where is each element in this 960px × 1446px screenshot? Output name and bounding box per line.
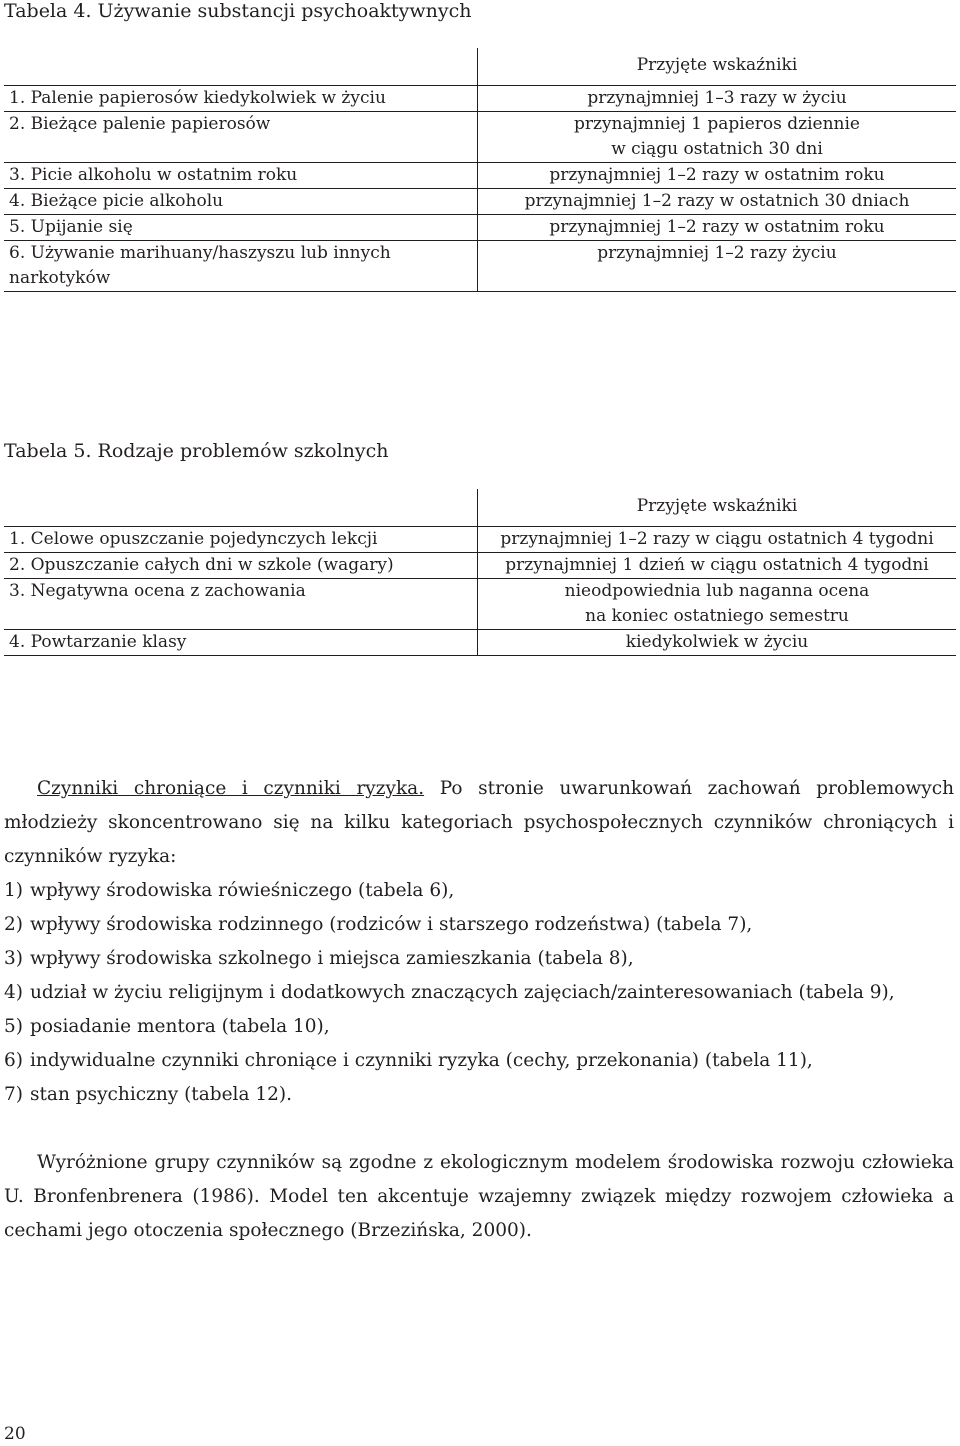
table5-header-empty — [4, 489, 478, 527]
list-number: 6) — [4, 1050, 23, 1071]
list-text: stan psychiczny (tabela 12). — [30, 1084, 293, 1105]
row-label: 4. Powtarzanie klasy — [4, 630, 478, 656]
row-label: 1. Celowe opuszczanie pojedynczych lekcji — [4, 527, 478, 553]
paragraph-2: Wyróżnione grupy czynników są zgodne z ekologicznym modelem środowiska rozwoju człowieka U. Bronfenbrenera (1986). Model ten akcentuje wzajemny związek między rozwojem człowieka a cechami jego otoczenia społecznego (Brzezińska, 2000). — [4, 1152, 954, 1241]
table-row — [4, 112, 956, 163]
row-label: 2. Opuszczanie całych dni w szkole (wagary) — [4, 553, 478, 579]
row-indicator — [478, 189, 957, 215]
row-indicator — [478, 579, 957, 630]
table5 — [4, 489, 956, 656]
list-number: 5) — [4, 1016, 23, 1037]
indicator-line: przynajmniej 1 papieros dziennie — [573, 114, 860, 134]
row-indicator — [478, 112, 957, 163]
table4 — [4, 48, 956, 292]
table5-header-indicators: Przyjęte wskaźniki — [636, 496, 798, 516]
table-row — [4, 215, 956, 241]
intro-text: Po stronie uwarunkowań zachowań problemowych młodzieży skoncentrowano się na kilku kategoriach psychospołecznych czynników chroniących i czynników ryzyka: — [4, 778, 954, 867]
indicator-line: przynajmniej 1–2 razy w ostatnim roku — [549, 217, 885, 237]
list-number: 7) — [4, 1084, 23, 1105]
page-number: 20 — [4, 1424, 26, 1444]
row-label: 4. Bieżące picie alkoholu — [4, 189, 478, 215]
list-number: 4) — [4, 982, 23, 1003]
list-number: 1) — [4, 880, 23, 901]
table5-header-row — [4, 489, 956, 527]
list-text: wpływy środowiska szkolnego i miejsca zamieszkania (tabela 8), — [30, 948, 634, 969]
list-item — [4, 976, 954, 1010]
indicator-line: nieodpowiednia lub naganna ocena — [564, 581, 870, 601]
list-text: wpływy środowiska rówieśniczego (tabela 6), — [30, 880, 455, 901]
list-text: posiadanie mentora (tabela 10), — [30, 1016, 330, 1037]
indicator-line: przynajmniej 1–2 razy w ciągu ostatnich 4 tygodni — [500, 529, 934, 549]
table-row — [4, 163, 956, 189]
table-row — [4, 579, 956, 630]
table-row — [4, 553, 956, 579]
row-label: 2. Bieżące palenie papierosów — [4, 112, 478, 163]
table-row — [4, 189, 956, 215]
indicator-line: przynajmniej 1 dzień w ciągu ostatnich 4 tygodni — [505, 555, 929, 575]
indicator-line: przynajmniej 1–2 razy życiu — [597, 243, 837, 263]
list-item — [4, 874, 954, 908]
body-text — [4, 772, 954, 1248]
row-indicator — [478, 630, 957, 656]
table4-header-row — [4, 48, 956, 86]
table5-body — [4, 527, 956, 656]
list-text: udział w życiu religijnym i dodatkowych znaczących zajęciach/zainteresowaniach (tabela 9), — [30, 982, 895, 1003]
table4-caption: Tabela 4. Używanie substancji psychoaktywnych — [4, 0, 472, 22]
row-label: 1. Palenie papierosów kiedykolwiek w życiu — [4, 86, 478, 112]
table4-header-indicators: Przyjęte wskaźniki — [636, 55, 798, 75]
row-indicator — [478, 553, 957, 579]
list-number: 3) — [4, 948, 23, 969]
table-row — [4, 630, 956, 656]
row-indicator — [478, 86, 957, 112]
table-row — [4, 241, 956, 292]
list-item — [4, 1044, 954, 1078]
row-indicator — [478, 163, 957, 189]
list-text: indywidualne czynniki chroniące i czynniki ryzyka (cechy, przekonania) (tabela 11), — [30, 1050, 813, 1071]
section-heading: Czynniki chroniące i czynniki ryzyka. — [37, 778, 425, 799]
table5-caption: Tabela 5. Rodzaje problemów szkolnych — [4, 440, 389, 462]
list-number: 2) — [4, 914, 23, 935]
row-indicator — [478, 241, 957, 292]
row-label: 5. Upijanie się — [4, 215, 478, 241]
indicator-line: w ciągu ostatnich 30 dni — [611, 139, 823, 159]
row-label: 3. Negatywna ocena z zachowania — [4, 579, 478, 630]
indicator-line: przynajmniej 1–2 razy w ostatnich 30 dniach — [524, 191, 910, 211]
factor-list — [4, 874, 954, 1112]
table4-header-empty — [4, 48, 478, 86]
indicator-line: kiedykolwiek w życiu — [625, 632, 809, 652]
row-label: 6. Używanie marihuany/haszyszu lub innych narkotyków — [4, 241, 478, 292]
row-label: 3. Picie alkoholu w ostatnim roku — [4, 163, 478, 189]
indicator-line: przynajmniej 1–3 razy w życiu — [587, 88, 847, 108]
table4-body — [4, 86, 956, 292]
list-item — [4, 1078, 954, 1112]
row-indicator — [478, 215, 957, 241]
indicator-line: przynajmniej 1–2 razy w ostatnim roku — [549, 165, 885, 185]
intro-paragraph — [4, 772, 954, 874]
indicator-line: na koniec ostatniego semestru — [585, 606, 849, 626]
list-item — [4, 908, 954, 942]
list-text: wpływy środowiska rodzinnego (rodziców i starszego rodzeństwa) (tabela 7), — [30, 914, 753, 935]
table-row — [4, 527, 956, 553]
table-row — [4, 86, 956, 112]
row-indicator — [478, 527, 957, 553]
list-item — [4, 1010, 954, 1044]
list-item — [4, 942, 954, 976]
